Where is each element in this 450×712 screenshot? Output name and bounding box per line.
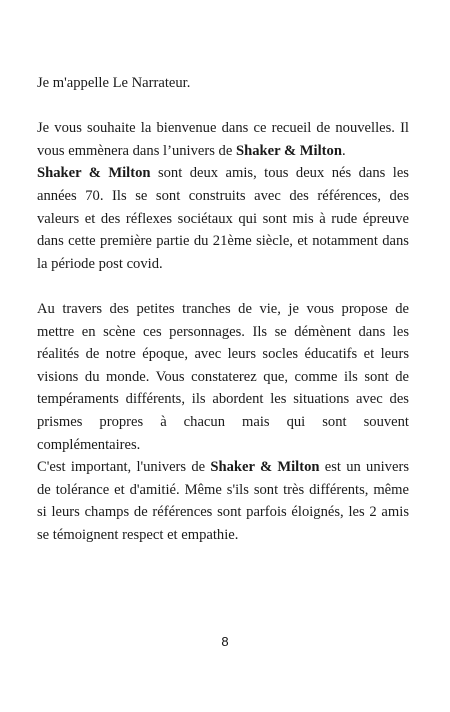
slices-paragraph: Au travers des petites tranches de vie, je vous propose de mettre en scène ces personnages. Ils se démènent dans les réalités de notre époque, avec leurs socles éducatifs et leurs visions du monde. Vous constaterez que, comme ils sont de tempéraments différents, ils abordent les situations avec des prismes propres à chacun mais qui sont souvent complémentaires. xyxy=(37,300,409,453)
important-text: C'est important, l'univers de xyxy=(37,459,211,476)
welcome-paragraph xyxy=(37,117,409,162)
welcome-end: . xyxy=(341,142,346,159)
welcome-bold-name: Shaker & Milton xyxy=(235,142,342,159)
page-number: 8 xyxy=(221,634,229,649)
important-end: est un univers de tolérance et d'amitié. Même s'ils sont très différents, même si leurs champs de références sont parfois éloignés, les 2 amis se témoignent respect et empathie. xyxy=(37,459,409,543)
paragraph-spacer xyxy=(37,95,409,118)
friends-paragraph xyxy=(37,162,409,275)
important-bold-name: Shaker & Milton xyxy=(210,459,320,476)
important-paragraph xyxy=(37,456,409,546)
friends-text: sont deux amis, tous deux nés dans les années 70. Ils se sont construits avec des références, des valeurs et des réflexes sociétaux qui sont mis à rude épreuve dans cette première partie du 21ème siècle, et notamment dans la période post covid. xyxy=(37,165,409,272)
paragraph-spacer xyxy=(37,275,409,298)
welcome-text: Je vous souhaite la bienvenue dans ce recueil de nouvelles. Il vous emmènera dans l’univers de xyxy=(37,120,409,159)
intro-paragraph: Je m'appelle Le Narrateur. xyxy=(37,75,191,91)
friends-bold-name: Shaker & Milton xyxy=(37,165,151,182)
page-body xyxy=(37,72,409,546)
